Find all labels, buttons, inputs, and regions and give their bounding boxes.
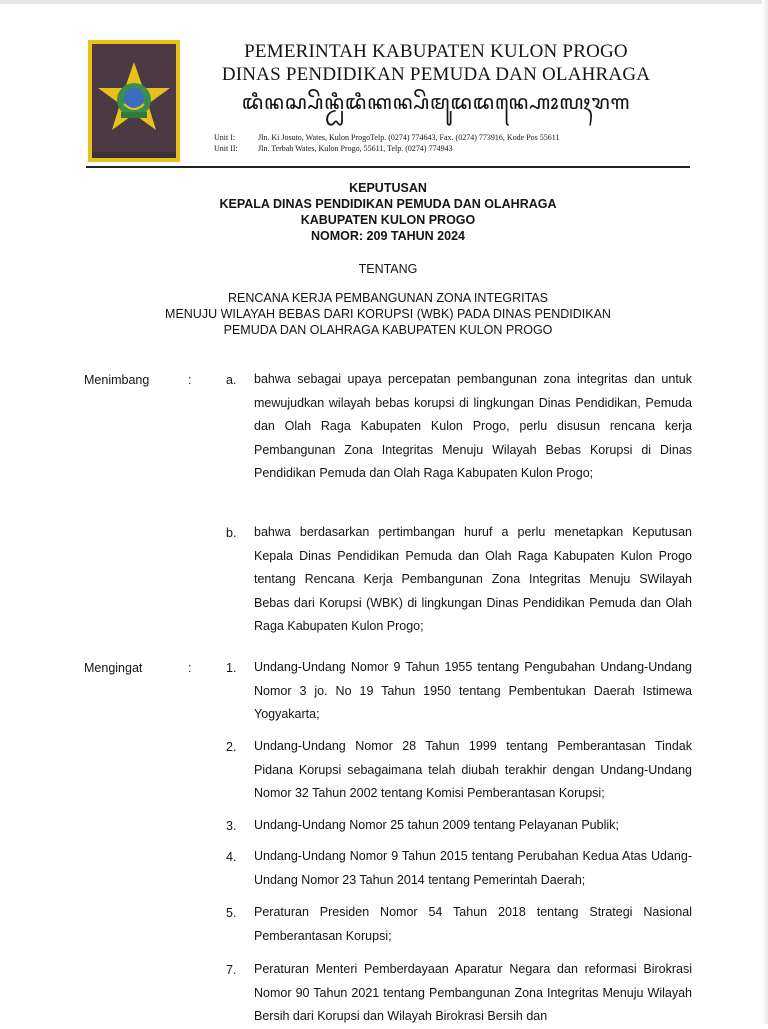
letterhead-javanese-script: ꦢꦶꦤꦱ꧀ꦥꦼꦤ꧀ꦝꦶꦢꦶꦏꦤ꧀ꦥꦼꦩꦸꦢꦢꦤ꧀ꦲꦺꦴꦭꦃꦫꦒ [241,92,631,114]
mengingat-item-marker: 4. [226,850,237,864]
decree-subject [86,290,690,338]
menimbang-label: Menimbang [84,373,150,387]
address-unit-2 [214,144,453,154]
decree-title-line1: KEPUTUSAN [349,181,427,195]
address-unit-1-text: Jln. Ki Josuto, Wates, Kulon ProgoTelp. (0274) 774643, Fax. (0274) 773916, Kode Pos 55611 [258,133,560,142]
mengingat-item-text: Undang-Undang Nomor 9 Tahun 1955 tentang Pengubahan Undang-Undang Nomor 3 jo. No 19 Tahun 1950 tentang Pembentukan Daerah Istimewa Yogyakarta; [254,660,692,722]
menimbang-colon: : [188,373,192,387]
mengingat-item-text: Peraturan Menteri Pemberdayaan Aparatur Negara dan reformasi Birokrasi Nomor 90 Tahun 2021 tentang Pembangunan Zona Integritas Menuju Wilayah Bersih dari Korupsi dan Wilayah Birokrasi Bersih dan [254,962,692,1024]
menimbang-item-marker: a. [226,373,237,387]
mengingat-label: Mengingat [84,661,143,675]
mengingat-item-text: Undang-Undang Nomor 9 Tahun 2015 tentang Perubahan Kedua Atas Udang-Undang Nomor 23 Tahun 2014 tentang Pemerintah Daerah; [254,849,692,887]
mengingat-item-marker: 7. [226,963,237,977]
decree-subject-line1: RENCANA KERJA PEMBANGUNAN ZONA INTEGRITAS [228,291,548,305]
mengingat-item-marker: 5. [226,906,237,920]
mengingat-colon: : [188,661,192,675]
address-unit-2-label: Unit II: [214,144,238,153]
mengingat-item-marker: 3. [226,819,237,833]
mengingat-item-text: Undang-Undang Nomor 25 tahun 2009 tentang Pelayanan Publik; [254,818,619,832]
letterhead-government: PEMERINTAH KABUPATEN KULON PROGO [244,41,628,62]
mengingat-item-text: Peraturan Presiden Nomor 54 Tahun 2018 tentang Strategi Nasional Pemberantasan Korupsi; [254,905,692,943]
address-unit-1-label: Unit I: [214,133,236,142]
mengingat-item-marker: 2. [226,740,237,754]
decree-subject-line2: MENUJU WILAYAH BEBAS DARI KORUPSI (WBK) PADA DINAS PENDIDIKAN [165,307,611,321]
address-unit-2-text: Jln. Terbah Wates, Kulon Progo, 55611, Telp. (0274) 774943 [258,144,453,153]
menimbang-item-text: bahwa sebagai upaya percepatan pembangunan zona integritas dan untuk mewujudkan wilayah bebas korupsi di lingkungan Dinas Pendidikan, Pemuda dan Olah Raga Kabupaten Kulon Progo, perlu disusun rencana kerja Pembangunan Zona Integritas Menuju Wilayah Bebas Korupsi di Dinas Pendidikan Pemuda dan Olah Raga Kabupaten Kulon Progo; [254,372,692,481]
mengingat-item-text: Undang-Undang Nomor 28 Tahun 1999 tentang Pemberantasan Tindak Pidana Korupsi sebagaimana telah diubah terakhir dengan Undang-Undang Nomor 32 Tahun 2002 tentang Komisi Pemberantasan Korupsi; [254,739,692,801]
address-unit-1 [214,133,559,143]
tentang-heading: TENTANG [358,262,418,276]
decree-number: NOMOR: 209 TAHUN 2024 [311,229,465,243]
decree-title-line2: KEPALA DINAS PENDIDIKAN PEMUDA DAN OLAHRAGA [219,197,557,211]
mengingat-item-marker: 1. [226,661,237,675]
letterhead [196,40,676,116]
regency-emblem-icon [88,40,180,162]
menimbang-item-marker: b. [226,526,237,540]
letterhead-agency: DINAS PENDIDIKAN PEMUDA DAN OLAHRAGA [221,64,651,85]
page-right-edge [762,0,768,1024]
menimbang-item-text: bahwa berdasarkan pertimbangan huruf a perlu menetapkan Keputusan Kepala Dinas Pendidikan Pemuda dan Olah Raga Kabupaten Kulon Progo tentang Rencana Kerja Pembangunan Zona Integritas Menuju SWilayah Bebas dari Korupsi (WBK) di lingkungan Dinas Pendidikan Pemuda dan Olah Raga Kabupaten Kulon Progo; [254,525,692,634]
letterhead-divider [86,166,690,168]
decree-title-line3: KABUPATEN KULON PROGO [300,213,476,227]
decree-title [86,180,690,244]
decree-subject-line3: PEMUDA DAN OLAHRAGA KABUPATEN KULON PROGO [223,323,553,337]
page-top-edge [0,0,768,4]
